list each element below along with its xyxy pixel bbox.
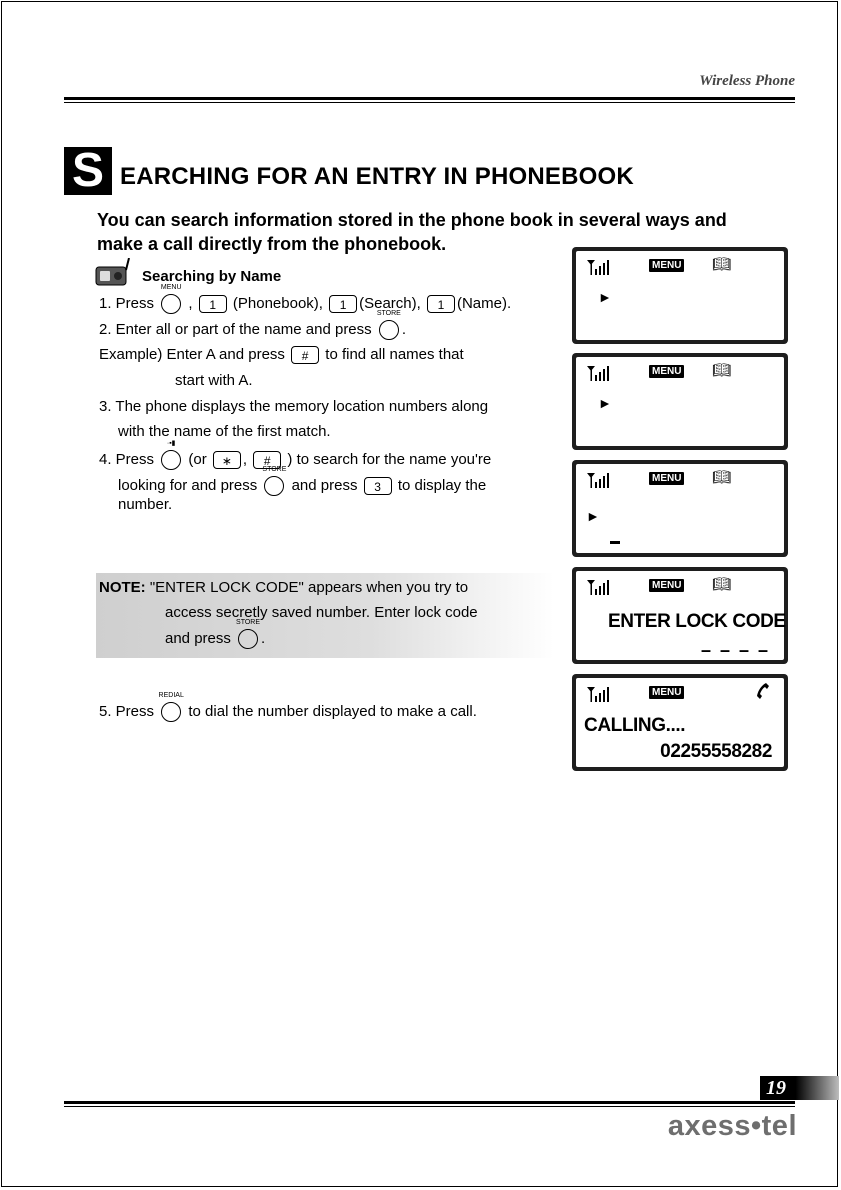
menu-badge: MENU bbox=[649, 579, 684, 592]
example-line-2: start with A. bbox=[175, 372, 253, 389]
menu-badge: MENU bbox=[649, 472, 684, 485]
handset-icon bbox=[754, 682, 770, 700]
enter-lock-code-text: ENTER LOCK CODE bbox=[608, 611, 786, 632]
key-1: 1 bbox=[427, 295, 455, 313]
redial-button: REDIAL bbox=[161, 702, 181, 722]
menu-badge: MENU bbox=[649, 259, 684, 272]
arrow-icon: ► bbox=[598, 395, 612, 411]
lcd-screen-2 bbox=[572, 353, 788, 450]
step-1: 1. Press MENU , 1 (Phonebook), 1 (Search), 1 (Name). bbox=[99, 284, 512, 313]
footer-rule bbox=[64, 1101, 795, 1104]
key-1: 1 bbox=[199, 295, 227, 313]
menu-badge: MENU bbox=[649, 365, 684, 378]
step-4-line-1: 4. Press ·▪▮ (or ∗ , # ) to search for the name you're bbox=[99, 440, 492, 469]
store-button: STORE bbox=[238, 629, 258, 649]
note-line-3: and press STORE . bbox=[165, 629, 265, 649]
signal-icon bbox=[587, 365, 611, 381]
header-title: Wireless Phone bbox=[699, 73, 795, 89]
section-drop-cap: S bbox=[64, 147, 112, 195]
key-star: ∗ bbox=[213, 451, 241, 469]
step-4-line-2: looking for and press STORE and press 3 to display the bbox=[118, 466, 487, 495]
store-button: STORE bbox=[264, 476, 284, 496]
dialed-number: 02255558282 bbox=[660, 741, 772, 762]
key-hash: # bbox=[253, 451, 281, 469]
example-line: Example) Enter A and press # to find all names that bbox=[99, 346, 464, 364]
book-icon: 📖︎ bbox=[712, 362, 732, 379]
signal-icon bbox=[587, 259, 611, 275]
lock-code-dashes: – – – – bbox=[700, 640, 770, 660]
key-1: 1 bbox=[329, 295, 357, 313]
menu-button: MENU bbox=[161, 294, 181, 314]
store-button: STORE bbox=[379, 320, 399, 340]
intro-text: You can search information stored in the phone book in several ways and make a call directly from the phonebook. bbox=[97, 210, 727, 254]
menu-badge: MENU bbox=[649, 686, 684, 699]
step-2: 2. Enter all or part of the name and press STORE . bbox=[99, 320, 406, 340]
desk-phone-icon bbox=[93, 258, 133, 288]
page-number-tab bbox=[760, 1076, 839, 1100]
header-rule-thin bbox=[64, 102, 795, 103]
calling-text: CALLING.... bbox=[584, 715, 686, 736]
page-number: 19 bbox=[766, 1077, 786, 1099]
key-hash: # bbox=[291, 346, 319, 364]
section-title: EARCHING FOR AN ENTRY IN PHONEBOOK bbox=[120, 163, 634, 190]
lcd-screen-1 bbox=[572, 247, 788, 344]
brand-logo: axess•tel bbox=[667, 1110, 797, 1142]
key-3: 3 bbox=[364, 477, 392, 495]
text-cursor bbox=[610, 541, 620, 544]
arrow-icon: ► bbox=[586, 508, 600, 524]
step-5: 5. Press REDIAL to dial the number displayed to make a call. bbox=[99, 702, 477, 722]
book-icon: 📖︎ bbox=[712, 576, 732, 593]
header-rule bbox=[64, 97, 795, 100]
lcd-screen-5 bbox=[572, 674, 788, 771]
book-icon: 📖︎ bbox=[712, 256, 732, 273]
footer-rule-thin bbox=[64, 1106, 795, 1107]
book-icon: 📖︎ bbox=[712, 469, 732, 486]
signal-icon bbox=[587, 686, 611, 702]
step-4-line-3: number. bbox=[118, 496, 173, 513]
arrow-icon: ► bbox=[598, 289, 612, 305]
signal-icon bbox=[587, 579, 611, 595]
step-3-line-1: 3. The phone displays the memory location numbers along bbox=[99, 398, 489, 415]
lcd-screen-3 bbox=[572, 460, 788, 557]
step-3-line-2: with the name of the first match. bbox=[118, 423, 331, 440]
lcd-screen-4 bbox=[572, 567, 788, 664]
signal-icon bbox=[587, 472, 611, 488]
note-line-2: access secretly saved number. Enter lock code bbox=[165, 604, 478, 621]
subheading-searching-by-name: Searching by Name bbox=[142, 268, 282, 285]
note-line-1: NOTE: "ENTER LOCK CODE" appears when you try to bbox=[99, 579, 469, 596]
nav-button: ·▪▮ bbox=[161, 450, 181, 470]
